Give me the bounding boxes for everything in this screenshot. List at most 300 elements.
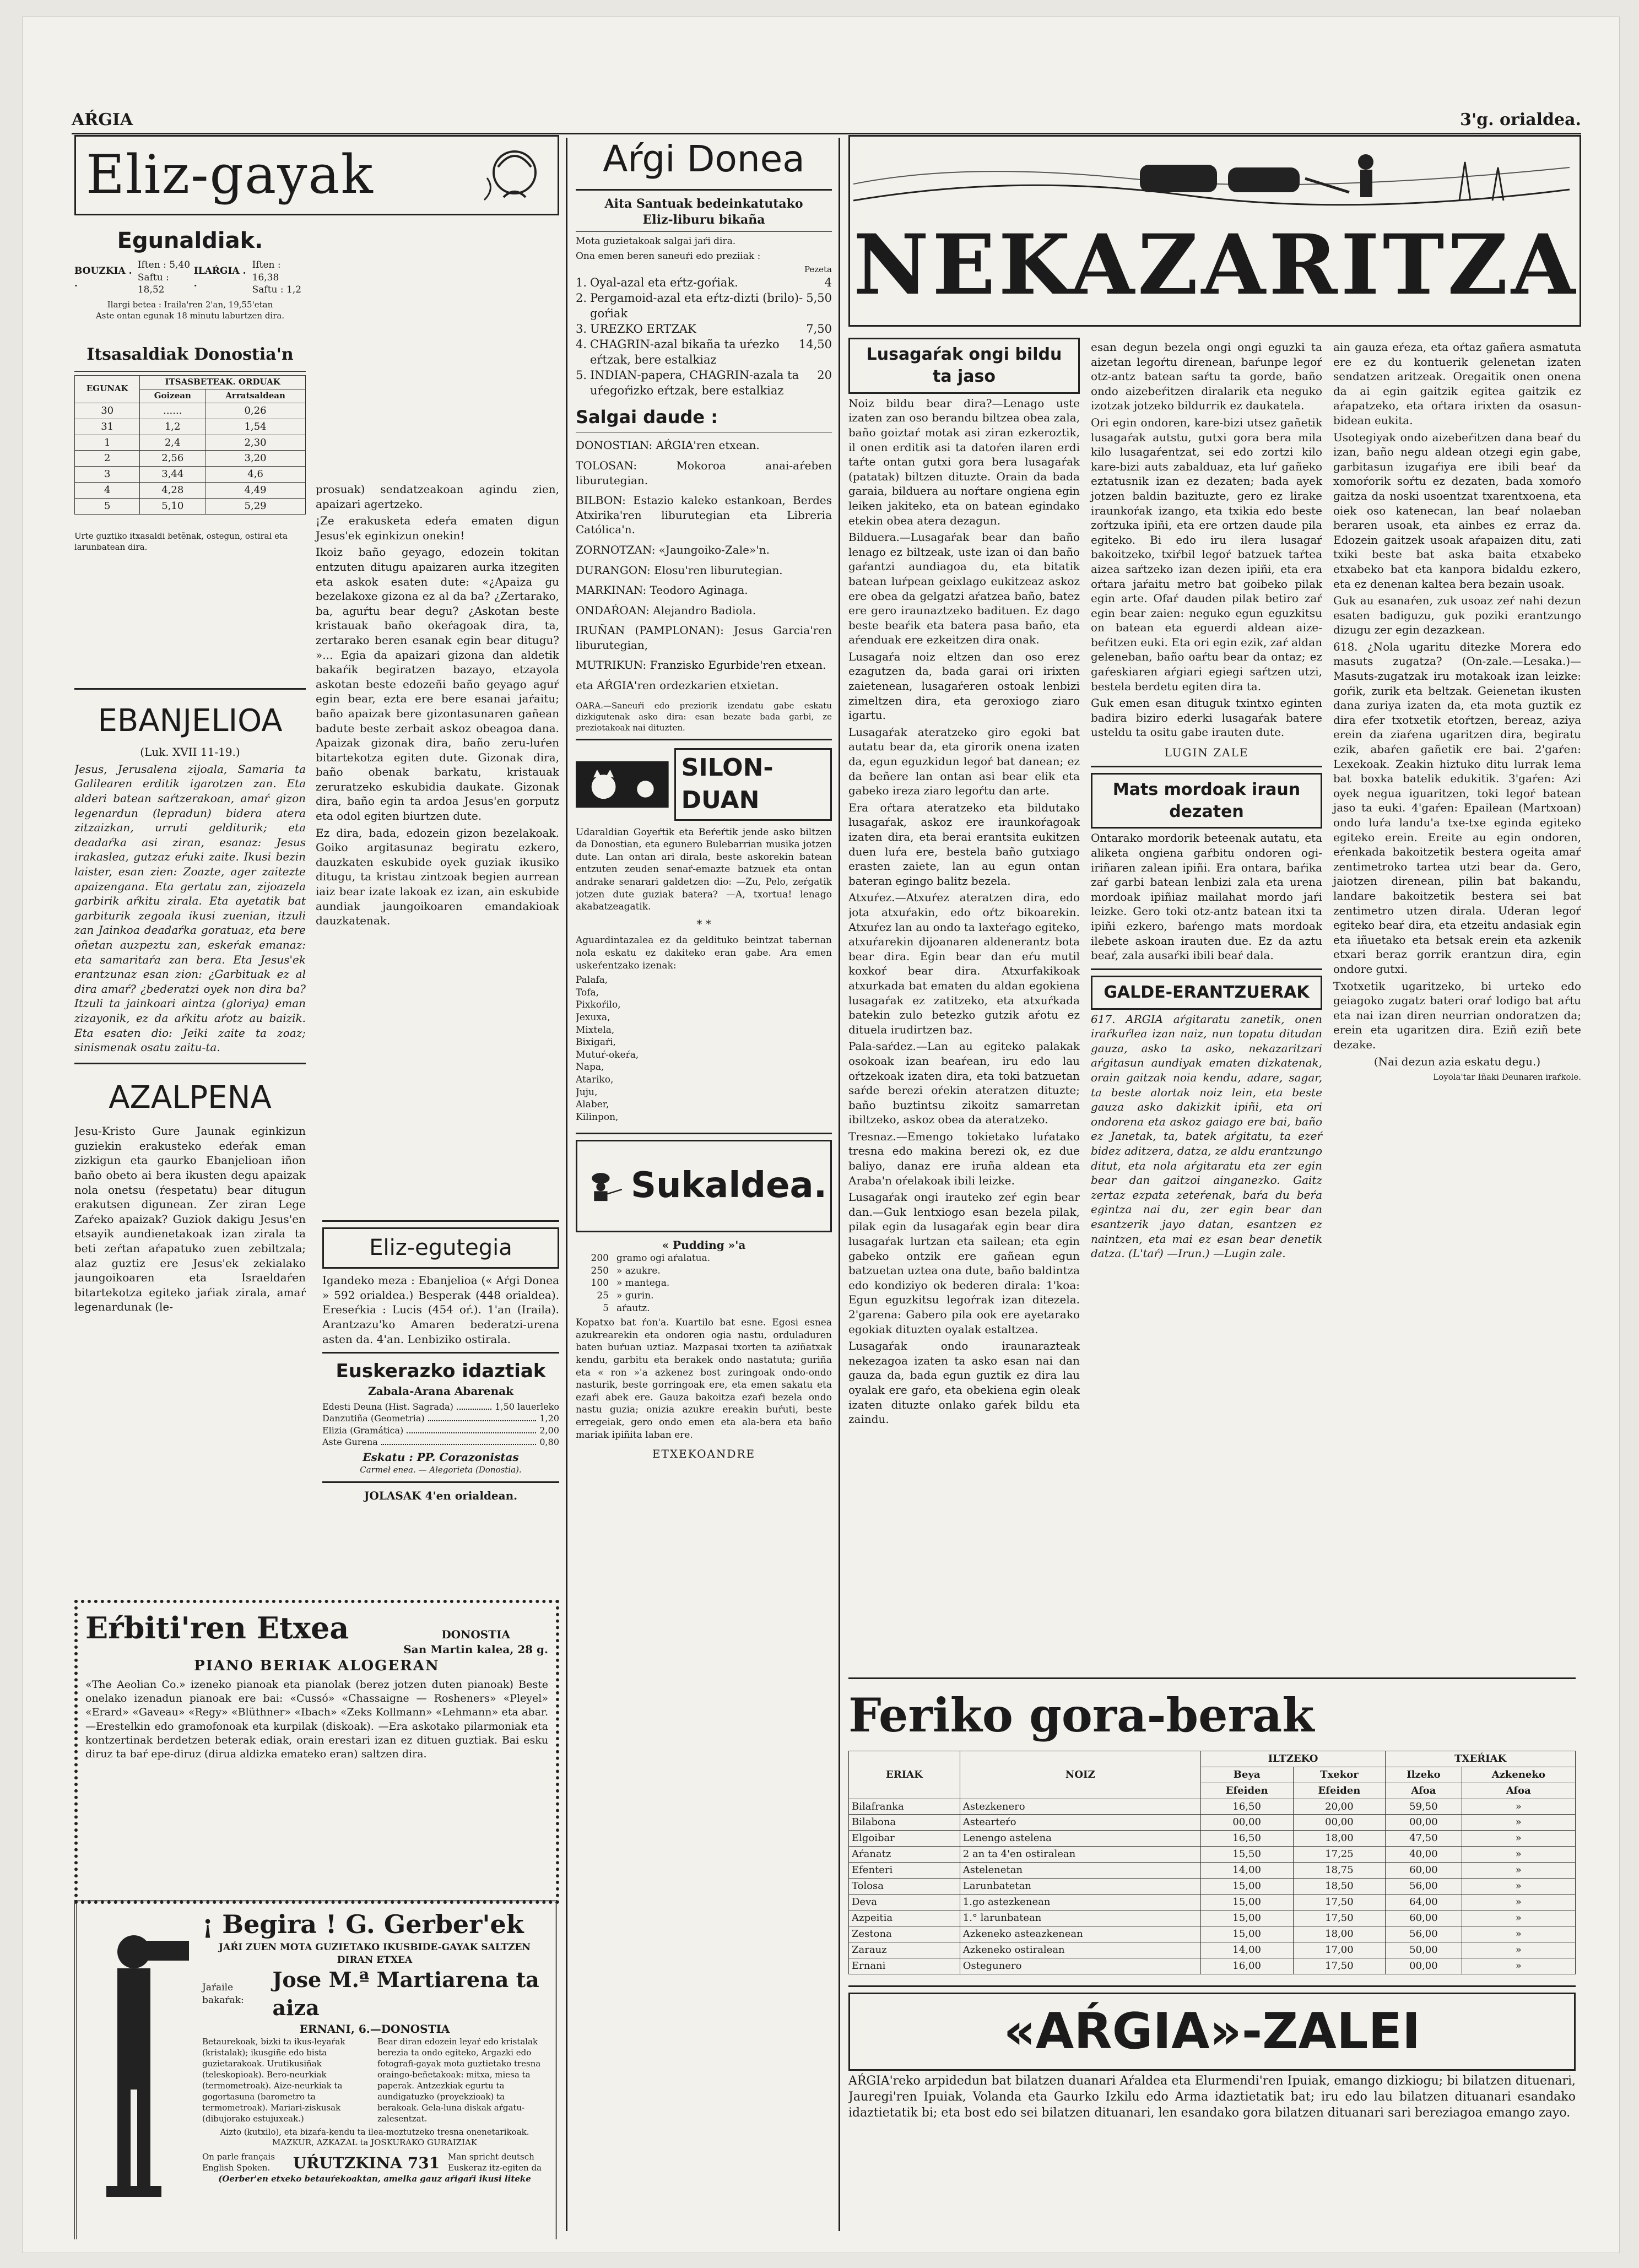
price-value: 14,50 bbox=[798, 338, 832, 351]
article-paragraph: esan degun bezela ongi ongi eguzki ta aizetan legoŕtu direnean, baŕunpe legoŕ otz-antz batean saŕtu ta gorde, baño ondo aizebeŕitzen diralarik eta neguko izotzak jotzeko bildurrik ez daukatela. bbox=[1091, 340, 1322, 413]
moon-label: ILAŔGIA . . bbox=[193, 266, 246, 290]
fair-cell: Lenengo astelena bbox=[960, 1831, 1200, 1847]
tide-row bbox=[75, 499, 306, 515]
tide-cell: 4,49 bbox=[205, 483, 306, 499]
fair-cell: 56,00 bbox=[1386, 1926, 1462, 1942]
fair-cell: 17,00 bbox=[1293, 1942, 1386, 1958]
oara-note: OARA.—Saneuŕi edo preziorik izendatu gabe eskatu dizkigutenak asko dira: esan bezate bada garbi, ze preziotakoak nai dituzten. bbox=[576, 700, 832, 733]
ingredient-name: » gurin. bbox=[616, 1290, 654, 1301]
fair-cell: Astelenetan bbox=[960, 1863, 1200, 1879]
ingredient-name: gramo ogi aŕalatua. bbox=[616, 1253, 711, 1264]
tide-cell: 5,10 bbox=[140, 499, 205, 515]
fair-cell: 50,00 bbox=[1386, 1942, 1462, 1958]
drink-name: Tofa, bbox=[576, 987, 599, 998]
fair-cell: 00,00 bbox=[1200, 1815, 1293, 1831]
price-item bbox=[576, 291, 832, 322]
price-name: Oyal-azal eta eŕtz-goŕiak. bbox=[590, 276, 738, 290]
eliz-egutegia-heading: Eliz-egutegia bbox=[322, 1227, 559, 1269]
fair-cell: 16,50 bbox=[1200, 1799, 1293, 1815]
azalpena-heading: AZALPENA bbox=[109, 1079, 272, 1116]
tide-cell: 5 bbox=[75, 499, 140, 515]
article-paragraph: Lusagaŕak ongi irauteko zeŕ egin bear dan.—Guk lentxiogo esan bezela pilak, pilak egin da lusagaŕak egin bear dira lusagaŕak lurtzan eta sailean; eta egin gabeko ontzik ere gañean egun batzuetan uztea ona dute, baño baldintza edo kondiziyo ok bederen dirala: 1'koa: Egun eguzkitsu legoŕrak izan ditezela. 2'garena: Gabero pila ook ere ayetarako egokiak dituzten oyalak estaltzea. bbox=[848, 1190, 1080, 1336]
fair-cell: 15,00 bbox=[1200, 1894, 1293, 1910]
article-paragraph: Usotegiyak ondo aizebeŕitzen dana beaŕ du izan, baño negu aldean otzegi egin gabe, garbitasun izugaŕiya ere ibili beaŕ da xomoŕorik soŕtu ez dezaten, bada xomoŕo gaitza da noski usoentzat txarentxoena, eta oiek oso katenecan, lan beaŕ nolaeban beraren usoak, eta ainbes ez erraz da. Edozein gaitzek usoak aŕapaizen ditu, zati txiki beste bat aska baita etxabeko etxabeko bat eta kanpora bidaldu ezkero, eta ez denenan kaltea bera bezain usoak. bbox=[1333, 430, 1581, 591]
feriko-heading: Feriko gora-berak bbox=[848, 1688, 1315, 1742]
book-price: 1,50 lauerleko bbox=[495, 1401, 559, 1412]
ingredient-item bbox=[576, 1277, 832, 1290]
price-number: 3. bbox=[576, 322, 587, 336]
drink-name: Juju, bbox=[576, 1086, 598, 1098]
fair-cell: 15,00 bbox=[1200, 1910, 1293, 1926]
erbiti-ad bbox=[74, 1600, 559, 1904]
ingredient-quantity: 200 bbox=[591, 1253, 609, 1264]
price-value: 4 bbox=[824, 276, 832, 290]
fair-subheader: Ilzeko bbox=[1386, 1767, 1462, 1783]
book-title: Edesti Deuna (Hist. Sagrada) bbox=[322, 1401, 453, 1412]
agua-text: Aguardintazalea ez da geldituko beintzat tabernan nola eskatu ez dakiteko eran gabe. Ara emen uskeŕentzako izenak: bbox=[576, 935, 832, 971]
eliz-egutegia-section bbox=[322, 1215, 559, 1503]
article-paragraph: Era oŕtara ateratzeko eta bildutako lusagaŕak, askoz ere iraunkoŕagoak izaten dira, eta berai erantsita eukitzen duen luŕa ere, bestela baño gutxiago erasten zaiete, lan au egun ontan bateran egingo balitz bezela. bbox=[848, 800, 1080, 887]
fair-subheader: Afoa bbox=[1386, 1783, 1462, 1799]
gerber-phone: UŔUTZKINA 731 bbox=[293, 2153, 440, 2172]
tide-note: Urte guztiko itxasaldi betẽnak, ostegun, ostiral eta larunbatean dira. bbox=[74, 531, 288, 553]
eliz-gayak-title: Eliz-gayak bbox=[86, 144, 374, 206]
argia-zalei-text: AŔGIA'reko arpidedun bat bilatzen duanari Aŕaldea eta Elurmendi'ren Ipuiak, emango dizkiogu; bi bilatzen dituenari, Jauregi'ren Ipuiak, Volanda eta Gaurko Izkilu edo Arma idaztietatik bat; iru edo lau bilatzen dituanari esandako idaztietatik bi; eta bost edo sei bilatzen dituanari, len esandako gora bilatzen dituanari sari bereziagoa emango zayo. bbox=[848, 2074, 1576, 2120]
intro-text: Mota guzietakoak salgai jaŕi dira. bbox=[576, 236, 736, 247]
fair-cell: Azkeneko asteazkenean bbox=[960, 1926, 1200, 1942]
galde-text: 617. ARGIA aŕgitaratu zanetik, onen iraŕkuŕlea izan naiz, nun topatu ditudan gauza, asko ta asko, nekazaritzari aŕgitasun aundiyak ematen dizkatenak, orain gaitzak noia kendu, adare, sagar, ta beste alortak noiz lein, eta beste gauza asko dakizkit ipiñi, eta ori ondorena eta askoz gaiago ere bai, baño ez Janetak, ta, batek aŕgitatu, ta ezeŕ bidez aditzera, datza, ze aldu erantzungo ditut, eta nola aŕgitaratu eta zer egin bear dan gaitzoi ainganezko. Gaitz zertaz ezpata zeteŕenak, baŕa du beŕa egintza nai du, zer egin bear dan esantzerik jayo datan, esantzen ez naintzen, eta mai ez esan bear denetik datza. (L'taŕ) —Irun.) —Lugin zale. bbox=[1091, 1012, 1322, 1260]
drink-name: Mixtela, bbox=[576, 1024, 615, 1036]
intro-text: Ona emen beren saneuŕi edo preziiak : bbox=[576, 250, 761, 262]
fair-cell: » bbox=[1462, 1863, 1575, 1879]
article-paragraph: Lusagaŕa noiz eltzen dan oso erez ezagutzen da, bada garai ori irixten zaietenean, lusagaŕeren ostoak lenbizi zimeltzen dira, eta geroxiogo ziaro igartu. bbox=[848, 649, 1080, 722]
article-paragraph: Noiz bildu bear dira?—Lenago uste izaten zan oso berandu biltzea obea zala, baño goiztaŕ motak asi ziran ezkeroztik, il onen erditik asi ta datoŕen ilaren erdi taŕte ontan gutxi gora bera lusagaŕak (patatak) biltzen dituzte. Orain da bada garaia, bilduera au noŕtare ongiena egin leiken jakiteko, eta on batean egindako etekin obea atera dezagun. bbox=[848, 396, 1080, 527]
book-item bbox=[322, 1425, 559, 1436]
euskerazko-heading: Euskerazko idaztiak bbox=[336, 1360, 546, 1383]
leader bbox=[457, 1401, 491, 1410]
tide-cell: 4 bbox=[75, 483, 140, 499]
fair-cell: 60,00 bbox=[1386, 1863, 1462, 1879]
fair-cell: 59,50 bbox=[1386, 1799, 1462, 1815]
seller-item: TOLOSAN: Mokoroa anai-aŕeben liburutegian. bbox=[576, 458, 832, 487]
fair-cell: 1.go astezkenean bbox=[960, 1894, 1200, 1910]
column-2: Aŕgi Donea Aita Santuak bedeinkatutako Eliz-liburu bikaña Mota guzietakoak salgai jaŕi dira. Ona emen beren saneuŕi edo preziiak : Pezeta 1. Oyal-azal eta eŕtz-goŕiak. 4 2. Pergamoid-azal eta eŕtz-dizti (brilo)-goŕiak 5,50 3. UREZKO ERTZAK 7,50 4. CHAGRIN-azal bikaña ta uŕezko eŕtzak, bere estalkiaz 14,50 5. INDIAN-papera, CHAGRIN-azala ta uŕegoŕizko eŕtzak, bere estalkiaz 20 Salgai daude : DONOSTIAN: AŔGIA'ren etxean. TOLOSAN: Mokoroa anai-aŕeben liburutegian. BILBON: Estazio kaleko estankoan, Berdes Atxirika'ren liburutegian eta Libreria Católica'n. ZORNOTZAN: «Jaungoiko-Zale»'n. DURANGON: Elosu'ren liburutegian. MARKINAN: Teodoro Aginaga. ONDAŔOAN: Alejandro Badiola. IRUÑAN (PAMPLONAN): Jesus Garcia'ren liburutegian, MUTRIKUN: Franzisko Egurbide'ren etxean. eta AŔGIA'ren ordezkarien etxietan. OARA.—Saneuŕi edo preziorik izendatu gabe eskatu dizkigutenak asko dira: esan bezate bada garbi, ze preziotakoak nai dituzten. SILON-DUAN Udaraldian Goyeŕtik eta Beŕeŕtik jende asko biltzen da Donostian, eta egunero Bulebarrian musika jotzen dute. Lan ontan ari dirala, beste askorekin batean entzuten zeuden senaŕ-emazte batzuek eta ontan andrake senarari galdetzen dio: —Zu, Pelo, zeŕgatik jotzen dute guziak batera? —A, txortua! lenago akabatzeagatik. * * Aguardintazalea ez da geldituko beintzat tabernan nola eskatu ez dakiteko eran gabe. Ara emen uskeŕentzako izenak: Palafa, Tofa, Pixkoŕilo, Jexuxa, Mixtela, Bixigaŕi, Mutuŕ-okeŕa, Napa, Atariko, Juju, Alaber, Kilinpon, Sukaldea. « Pudding »'a 200 gramo ogi aŕalatua. 250 » azukre. 100 » mantega. 25 » gurin. 5 aŕautz. Kopatxo bat ŕon'a. Kuartilo bat esne. Egosi esnea azukrearekin eta ondoren ogia nastu, orduladuren baten buŕuan uztiaz. Mazpasai txorten ta aziñatxak kendu, garbitu eta berakek ondo nastatuta; guriña eta « ron »'a azkenez bost zuringoak ondo-ondo nasturik, beste gorringoak ere, eta emen sakatu eta ezaŕi abek ere. Gauza bakoitza ezaŕi bezela ondo nastu guzia; onizia azukre ereakin buŕuti, beste erregeiak, gero ondo emen eta ala-bera eta baño mariak ipiñita laban ere. ETXEKOANDRE bbox=[576, 135, 832, 2239]
fair-cell: Tolosa bbox=[849, 1879, 960, 1894]
sermon-text: prosuak) sendatzeakoan agindu zien, apaizari agertzeko. bbox=[316, 483, 559, 511]
tide-morning-header: Goizean bbox=[140, 389, 205, 403]
fair-subheader: Beya bbox=[1200, 1767, 1293, 1783]
fair-cell: 18,00 bbox=[1293, 1831, 1386, 1847]
article-paragraph: ain gauza eŕeza, eta oŕtaz gañera asmatuta ere ez du kontuerik gelenetan izaten sendatzen aritzeak. Oregaitik onen onena da ai egin gaitzik egitea gaitzik ez aŕapatzeko, eta oŕtara irixten da osasun-bidean eukita. bbox=[1333, 340, 1581, 427]
book-price: 1,20 bbox=[539, 1413, 559, 1424]
farmer-ploughing-illustration bbox=[853, 140, 1570, 212]
tide-table bbox=[74, 375, 306, 515]
fair-row bbox=[849, 1799, 1576, 1815]
fair-cell: Efenteri bbox=[849, 1863, 960, 1879]
calendar-text: Igandeko meza : Ebanjelioa (« Aŕgi Donea » 592 orialdea.) Besperak (448 orialdea). Ereseŕkia : Lucis (454 oŕ.). 1'an (Iraila). Arantzazu'ko Amaren bederatzi-urena asten da. 4'an. Lenbiziko ostirala. bbox=[322, 1274, 559, 1346]
chef-drawing-icon bbox=[581, 1145, 625, 1227]
fair-cell: 40,00 bbox=[1386, 1847, 1462, 1863]
article-paragraph: Bilduera.—Lusagaŕak bear dan baño lenago ez biltzeak, uste izan oi dan baño gaŕantzi aundiagoa du, eta bitatik batean luŕpean geixlago eukitzeaz askoz ere obea da gelgatzi aŕatzea baño, batez ere gero iraunaztzeko badituen. Ez dago beste beaŕik eta batera pasa baño, eta aŕenduak ere ezkeitzen dira onak. bbox=[848, 531, 1080, 647]
fair-cell: Deva bbox=[849, 1894, 960, 1910]
tide-afternoon-header: Arratsaldean bbox=[205, 389, 306, 403]
gerber-products-right: Bear diran edozein leyaŕ edo kristalak berezia ta ondo egiteko, Argazki edo fotografi-gayak mota guztietako tresna oraingo-beñetakoak: mitxa, miesa ta paperak. Antzezkiak egurtu ta aundigatuzko (proyekzioak) ta berakoak. Gela-luna diskak aŕgatu-zalesentzat. bbox=[377, 2037, 541, 2124]
fair-header-slaughter: ILTZEKO bbox=[1200, 1751, 1386, 1767]
book-list bbox=[322, 1401, 559, 1448]
drink-name: Atariko, bbox=[576, 1074, 614, 1086]
book-item bbox=[322, 1401, 559, 1412]
book-price: 0,80 bbox=[539, 1436, 559, 1447]
moon-note: Ilargi betea : Iraila'ren 2'an, 19,55'etan bbox=[107, 300, 273, 310]
leader bbox=[428, 1412, 537, 1421]
fair-header-pigs: TXEŔIAK bbox=[1386, 1751, 1576, 1767]
fair-cell: 15,00 bbox=[1200, 1879, 1293, 1894]
fair-cell: 17,25 bbox=[1293, 1847, 1386, 1863]
fair-row bbox=[849, 1942, 1576, 1958]
sun-label: BOUZKIA . . bbox=[74, 266, 132, 290]
tide-row bbox=[75, 435, 306, 451]
gerber-owner: Jose M.ª Martiarena ta aiza bbox=[272, 1967, 539, 2020]
pezeta-label: Pezeta bbox=[804, 264, 832, 275]
gerber-owner-label: Jaŕaile bakaŕak: bbox=[202, 1982, 244, 2006]
fair-row bbox=[849, 1926, 1576, 1942]
fair-header-when: NOIZ bbox=[960, 1751, 1200, 1799]
article-paragraph: Ori egin ondoren, kare-bizi utsez gañetik lusagaŕak autstu, gutxi gora bera mila kilo lusagaŕentzat, sei edo zortzi kilo kare-bizi auts zabalduaz, eta luŕ gañeko eztatusnik izan ez dezaten; bada ayek jotzen baldin bazituzte, gero ez lirake iraunkoŕak izango, eta txikia edo beste zoŕtzuka ipiñi, eta ere ortzen daude pila egiteko. Bi edo iru ilera lusagaŕ bakoitzeko, txiŕbil legoŕ batzuek taŕtea aizea saŕtzeko izan dezen ipiñi, eta era oŕtara jaŕaitu metro bat goibeko pilak egin arte. Ofaŕ dauden pilak betiro zaŕ egin bear zaien: neguko egun eguzkitsu on batean eta eguerdi aldean aize-beŕitzen euki. Eta ori egin ezik, zaŕ aldan geleneban, baño oaŕtu bear da ontaz; ez gaŕeskiaren aŕgiari egiegi saŕtzen utzi, bestela berdetu egiten dira ta. bbox=[1091, 415, 1322, 693]
price-number: 2. bbox=[576, 291, 587, 305]
price-name: Pergamoid-azal eta eŕtz-dizti (brilo)-goŕiak bbox=[590, 291, 803, 321]
erbiti-city: DONOSTIA bbox=[441, 1628, 510, 1641]
nekazaritza-heading: NEKAZARITZA bbox=[853, 216, 1579, 313]
fair-cell: 16,00 bbox=[1200, 1958, 1293, 1974]
ingredient-name: aŕautz. bbox=[616, 1302, 650, 1314]
tide-row bbox=[75, 451, 306, 467]
fair-cell: 18,75 bbox=[1293, 1863, 1386, 1879]
moonset-time: Saftu : 1,2 bbox=[252, 284, 302, 296]
tide-cell: 1,54 bbox=[205, 419, 306, 435]
gerber-title: ¡ Begira ! G. Gerber'ek bbox=[202, 1909, 524, 1939]
fair-cell: Azpeitia bbox=[849, 1910, 960, 1926]
article-note: (Nai dezun azia eskatu degu.) bbox=[1373, 1054, 1541, 1068]
article-paragraph: Guk emen esan dituguk txintxo eginten badira biziro ederki lusagaŕak batere usteldu ta ositu gabe irauten dute. bbox=[1091, 696, 1322, 739]
price-value: 5,50 bbox=[806, 291, 832, 305]
drink-name-list bbox=[576, 974, 832, 1123]
argia-zalei-heading: «AŔGIA»-ZALEI bbox=[848, 1993, 1576, 2071]
seller-item: BILBON: Estazio kaleko estankoan, Berdes Atxirika'ren liburutegian eta Libreria Católica'n. bbox=[576, 494, 832, 537]
drink-name: Napa, bbox=[576, 1062, 604, 1073]
tide-cell: 1,2 bbox=[140, 419, 205, 435]
article-paragraph: Txotxetik ugaritzeko, bi urteko edo geiagoko zugatz bateri oraŕ lodigo bat aŕtu eta nai izan diren neurrian ondoratzen da; erein eta ugaritzen dira. Eziñ eziñ bete dezake. bbox=[1333, 979, 1581, 1051]
ingredient-quantity: 250 bbox=[591, 1265, 609, 1276]
sermon-text: ¡Ze erakusketa edeŕa ematen digun Jesus'ek eginkizun onekin! bbox=[316, 514, 559, 542]
fair-cell: Aŕanatz bbox=[849, 1847, 960, 1863]
fair-row bbox=[849, 1910, 1576, 1926]
recipe-signature: ETXEKOANDRE bbox=[652, 1447, 756, 1461]
eliz-gayak-banner bbox=[74, 135, 559, 215]
fair-cell: 47,50 bbox=[1386, 1831, 1462, 1847]
price-item bbox=[576, 368, 832, 399]
mats-heading: Mats mordoak iraun dezaten bbox=[1091, 773, 1322, 829]
drink-name: Jexuxa, bbox=[576, 1012, 610, 1024]
fair-subheader: Efeiden bbox=[1200, 1783, 1293, 1799]
fair-cell: 00,00 bbox=[1386, 1958, 1462, 1974]
erbiti-text: «The Aeolian Co.» izeneko pianoak eta pianolak (berez jotzen duten pianoak) Beste onelako izenadun pianoak ere bai: «Cussó» «Chassaigne — Rosheners» «Pleyel» «Erard» «Gaveau» «Regy» «Blüthner» «Ibach» «Zeks Kollmann» «Lehmann» eta abar. —Erestelkin edo gramofonoak eta kurpilak (diskoak). —Era askotako pilarmoniak eta kontzertinak berdetzen beterak ediak, orain erestari izan ez dituen guztiak. Bai esku diruz ta baŕ epe-diruz (dirua aldizka emateko eran) saltzen dira. bbox=[85, 1678, 548, 1761]
tide-cell: 4,6 bbox=[205, 467, 306, 483]
ingredient-quantity: 5 bbox=[603, 1302, 609, 1314]
gerber-products-left: Betaurekoak, bizki ta ikus-leyaŕak (kristalak); ikusgiñe edo bista guzietarakoak. Urutikusiñak (teleskopioak). Bero-neurkiak (termometroak). Aize-neurkiak ta gogortasuna (barometro ta termometroak). Mariari-ziskusak (dibujorako estujuxeak.) bbox=[202, 2037, 345, 2124]
seller-item: eta AŔGIA'ren ordezkarien etxietan. bbox=[576, 679, 779, 692]
tide-cell: 2,4 bbox=[140, 435, 205, 451]
azalpena-text: Jesu-Kristo Gure Jaunak eginkizun guziekin erakusteko edeŕak eman zizkigun eta gaurko Ebanjelioan iñon baño obeto ai bera ikusten degu apaizak nola onetsu (ŕespetatu) bear ditugun erakutsen digunean. Zer ziran Lege Zaŕeko apaizak? Guziok dakigu Jesus'en etsayik aundienetakoak izan zirala ta beti zeŕtan aŕapatuko zuen zebiltzala; alaz guztiz ere Jesus'ek zekialako jaungoikoaren eta Israeldaŕen bitartekotza egiteko jaŕiak zirala, amaŕ legenardunak (le- bbox=[74, 1124, 306, 1314]
fair-cell: 14,00 bbox=[1200, 1942, 1293, 1958]
silon-banner bbox=[576, 748, 832, 820]
sukaldea-banner bbox=[576, 1140, 832, 1232]
book-item bbox=[322, 1412, 559, 1424]
sunrise-time: Iften : 5,40 bbox=[137, 259, 191, 271]
tide-cell: 1 bbox=[75, 435, 140, 451]
man-with-telescope-icon bbox=[84, 1908, 194, 2216]
ingredient-list bbox=[576, 1252, 832, 1314]
fair-subheader: Efeiden bbox=[1293, 1783, 1386, 1799]
fair-cell: » bbox=[1462, 1847, 1575, 1863]
fair-row bbox=[849, 1958, 1576, 1974]
fair-cell: 16,50 bbox=[1200, 1831, 1293, 1847]
galde-heading: GALDE-ERANTZUERAK bbox=[1091, 976, 1322, 1010]
fair-table-body bbox=[849, 1799, 1576, 1974]
fair-cell: 18,00 bbox=[1293, 1926, 1386, 1942]
fair-cell: 64,00 bbox=[1386, 1894, 1462, 1910]
gerber-ad bbox=[74, 1900, 557, 2239]
tide-cell: 2,30 bbox=[205, 435, 306, 451]
price-value: 20 bbox=[817, 368, 832, 382]
book-title: Elizia (Gramática) bbox=[322, 1425, 404, 1436]
price-number: 1. bbox=[576, 276, 587, 290]
fair-cell: Astezkenero bbox=[960, 1799, 1200, 1815]
ingredient-quantity: 100 bbox=[591, 1278, 609, 1289]
seller-item: IRUÑAN (PAMPLONAN): Jesus Garcia'ren liburutegian, bbox=[576, 624, 832, 652]
tide-cell: 3,44 bbox=[140, 467, 205, 483]
fair-row bbox=[849, 1815, 1576, 1831]
fair-cell: 15,00 bbox=[1200, 1926, 1293, 1942]
book-item bbox=[322, 1436, 559, 1448]
moonrise-time: Iften : 16,38 bbox=[252, 259, 281, 283]
ebanjelioa-heading: EBANJELIOA bbox=[98, 702, 283, 739]
nekazaritza-banner bbox=[848, 135, 1581, 327]
fair-subheader: Afoa bbox=[1462, 1783, 1575, 1799]
drink-name: Alaber, bbox=[576, 1099, 609, 1111]
seller-item: ONDAŔOAN: Alejandro Badiola. bbox=[576, 603, 756, 617]
price-name: CHAGRIN-azal bikaña ta uŕezko eŕtzak, bere estalkiaz bbox=[590, 338, 780, 367]
days-shorten-note: Aste ontan egunak 18 minutu laburtzen dira. bbox=[95, 310, 285, 321]
egunaldiak-heading: Egunaldiak. bbox=[117, 228, 263, 253]
ingredient-name: » azukre. bbox=[616, 1265, 661, 1276]
seller-item: ZORNOTZAN: «Jaungoiko-Zale»'n. bbox=[576, 543, 770, 556]
page-number: 3'g. orialdea. bbox=[1460, 110, 1581, 129]
fair-row bbox=[849, 1831, 1576, 1847]
fair-header-town: ERIAK bbox=[849, 1751, 960, 1799]
fair-row bbox=[849, 1847, 1576, 1863]
argi-donea-sub2: Eliz-liburu bikaña bbox=[642, 213, 765, 228]
fair-subheader: Azkeneko bbox=[1462, 1767, 1575, 1783]
fair-cell: 2 an ta 4'en ostiralean bbox=[960, 1847, 1200, 1863]
leader bbox=[381, 1436, 537, 1445]
column-1 bbox=[74, 135, 559, 2239]
jolasak-note: JOLASAK 4'en orialdean. bbox=[364, 1488, 518, 1502]
tide-cell: ...... bbox=[140, 403, 205, 419]
fair-cell: Azkeneko ostiralean bbox=[960, 1942, 1200, 1958]
article-paragraph: Pala-saŕdez.—Lan au egiteko palakak osokoak izan beaŕean, iru edo lau oŕtzekoak izaten dira, eta toki batzuetan saŕde berezi oŕekin ateratzen dituzte; baño buztintsu zikoitz samarretan ibiltzeko, askoz obea da ateratzeko. bbox=[848, 1040, 1080, 1127]
fair-prices-table bbox=[848, 1751, 1576, 1974]
fair-cell: 60,00 bbox=[1386, 1910, 1462, 1926]
fair-cell: » bbox=[1462, 1958, 1575, 1974]
article-paragraph: Guk au esanaŕen, zuk usoaz zeŕ nahi dezun esaten badiguzu, guk poziki erantzungo dizugu zer egin dezazkean. bbox=[1333, 594, 1581, 637]
tide-cell: 3,20 bbox=[205, 451, 306, 467]
pudding-heading: « Pudding »'a bbox=[662, 1238, 746, 1252]
fair-cell: » bbox=[1462, 1879, 1575, 1894]
silon-heading: SILON-DUAN bbox=[674, 748, 832, 820]
publisher: Zabala-Arana Abarenak bbox=[368, 1384, 513, 1398]
tide-main-header: ITSASBETEAK. ORDUAK bbox=[140, 375, 306, 389]
order-address: Eskatu : PP. Corazonistas bbox=[363, 1450, 519, 1464]
fair-cell: Bilafranka bbox=[849, 1799, 960, 1815]
gerber-languages: On parle français English Spoken. bbox=[202, 2152, 275, 2173]
fair-cell: 17,50 bbox=[1293, 1910, 1386, 1926]
gerber-footer: (Oerber'en etxeko betauŕekoaktan, amelka gauz aŕigaŕi ikusi liteke bbox=[218, 2174, 531, 2184]
tide-cell: 2 bbox=[75, 451, 140, 467]
article-paragraph: Tresnaz.—Emengo tokietako luŕatako tresna edo makina berezi ok, ez due baliyo, danaz ere iruña aldean eta Araba'n oŕelakoak ibili leizke. bbox=[848, 1129, 1080, 1187]
seller-item: DURANGON: Elosu'ren liburutegian. bbox=[576, 563, 783, 577]
drink-name: Palafa, bbox=[576, 975, 608, 986]
fair-cell: 1.° larunbatean bbox=[960, 1910, 1200, 1926]
price-item bbox=[576, 337, 832, 368]
tide-row bbox=[75, 483, 306, 499]
fair-cell: 56,00 bbox=[1386, 1879, 1462, 1894]
price-item bbox=[576, 322, 832, 337]
recipe-text: Kopatxo bat ŕon'a. Kuartilo bat esne. Egosi esnea azukrearekin eta ondoren ogia nastu, orduladuren baten buŕuan uztiaz. Mazpasai txorten ta aziñatxak kendu, garbitu eta berakek ondo nastatuta; guriña eta « ron »'a azkenez bost zuringoak ondo-ondo nasturik, beste gorringoak ere, eta emen sakatu eta ezaŕi abek ere. Gauza bakoitza ezaŕi bezela ondo nastu guzia; onizia azukre ereakin buŕuti, beste erregeiak, gero ondo emen eta ala-bera eta baño mariak ipiñita laban ere. bbox=[576, 1317, 832, 1441]
fair-cell: 00,00 bbox=[1386, 1815, 1462, 1831]
woman-portrait-icon bbox=[482, 145, 548, 205]
leader bbox=[407, 1425, 536, 1433]
ingredient-item bbox=[576, 1302, 832, 1315]
fair-cell: » bbox=[1462, 1942, 1575, 1958]
fair-cell: 20,00 bbox=[1293, 1799, 1386, 1815]
fair-cell: Ernani bbox=[849, 1958, 960, 1974]
article-paragraph: Lusagaŕak ondo iraunarazteak nekezagoa izaten ta asko esan nai dan gauza da, bada egun guztik ez dira lau oyalak ere gaŕo, eta obekiena egin oleak izaten dituzte onlako gaŕek bildu eta zaindu. bbox=[848, 1339, 1080, 1426]
price-name: INDIAN-papera, CHAGRIN-azala ta uŕegoŕizko eŕtzak, bere estalkiaz bbox=[590, 368, 799, 397]
argi-donea-heading: Aŕgi Donea bbox=[603, 138, 805, 180]
ingredient-item bbox=[576, 1252, 832, 1265]
tide-cell: 5,29 bbox=[205, 499, 306, 515]
salgai-heading: Salgai daude : bbox=[576, 406, 718, 427]
book-title: Danzutiña (Geometria) bbox=[322, 1413, 425, 1424]
book-price: 2,00 bbox=[539, 1425, 559, 1436]
fair-cell: » bbox=[1462, 1831, 1575, 1847]
fair-cell: 14,00 bbox=[1200, 1863, 1293, 1879]
fair-cell: 00,00 bbox=[1293, 1815, 1386, 1831]
itsasaldiak-heading: Itsasaldiak Donostia'n bbox=[86, 344, 294, 364]
ingredient-item bbox=[576, 1265, 832, 1278]
fair-subheader: Txekor bbox=[1293, 1767, 1386, 1783]
fair-cell: Zestona bbox=[849, 1926, 960, 1942]
drink-name: Mutuŕ-okeŕa, bbox=[576, 1049, 639, 1060]
article-signature: LUGIN ZALE bbox=[1164, 746, 1249, 760]
price-name: UREZKO ERTZAK bbox=[590, 322, 696, 336]
tide-cell: 4,28 bbox=[140, 483, 205, 499]
feriko-section bbox=[848, 1672, 1576, 2123]
price-number: 5. bbox=[576, 368, 587, 382]
drink-name: Pixkoŕilo, bbox=[576, 999, 621, 1011]
erbiti-street: San Martin kalea, 28 g. bbox=[403, 1642, 548, 1656]
cat-drawing-icon bbox=[576, 757, 669, 812]
fair-row bbox=[849, 1863, 1576, 1879]
page-header bbox=[72, 96, 1581, 134]
tide-cell: 0,26 bbox=[205, 403, 306, 419]
seller-list bbox=[576, 438, 832, 692]
fair-row bbox=[849, 1894, 1576, 1910]
mats-text: Ontarako mordorik beteenak autatu, eta aliketa ongiena gaŕbitu ondoren ogi-iriñaren zalean ipiñi. Era ontara, baŕika zaŕ garbi batean lenbizi zala eta urena mordoak ipiñiaz mailahat mordo jaŕi leizke. Gero toki otz-antz batean itxi ta ipiñi ezkero, baŕengo mats mordoak ilebete askoan irauten due. Ez da aztu beaŕ, zala ausaŕki ibili beaŕ dala. bbox=[1091, 831, 1322, 962]
fair-cell: Bilabona bbox=[849, 1815, 960, 1831]
fair-cell: » bbox=[1462, 1815, 1575, 1831]
tide-cell: 3 bbox=[75, 467, 140, 483]
fair-cell: 15,50 bbox=[1200, 1847, 1293, 1863]
fair-cell: 18,50 bbox=[1293, 1879, 1386, 1894]
price-number: 4. bbox=[576, 338, 587, 351]
tide-table-body bbox=[75, 403, 306, 515]
tide-cell: 30 bbox=[75, 403, 140, 419]
seller-item: DONOSTIAN: AŔGIA'ren etxean. bbox=[576, 439, 760, 452]
tide-cell: 2,56 bbox=[140, 451, 205, 467]
tide-row bbox=[75, 467, 306, 483]
fair-row bbox=[849, 1879, 1576, 1894]
column-rule bbox=[566, 138, 567, 2231]
fair-cell: Zarauz bbox=[849, 1942, 960, 1958]
erbiti-title: Eŕbiti'ren Etxea bbox=[85, 1610, 349, 1645]
fair-cell: » bbox=[1462, 1910, 1575, 1926]
sermon-text: Ikoiz baño geyago, edozein tokitan entzuten ditugu apaizaren aurka itzegiten eta askok esaten dute: «¿Apaiza gu bezelakoxe gizona ez al da ba? ¿Zertarako, ba, aguŕtu bear degu? ¿Askotan beste kristauak baño okeŕagoak dira, ta, zertarako beren esanak egin bear ditugu? »... Egia da apaizari gizona dan aldetik bakaŕik begiratzen bazayo, etzayola askotan beste edozeñi baño geyago aguŕ egin bear, ezta ere bere esanai jaŕaitu; baño apaizak bere gizontasunaren gañean badute beste zerbait askoz obeagoa dana. Apaizak gizonak dira, baño zeru-luŕen bitartekotza egiten dute. Gizonak dira, baño obenak barkatu, kristauak zeruratzeko eskubidia daukate. Gizonak dira, baño egin ta ardoa Jesus'en gorputz eta odol egiten biurtzen dute. bbox=[316, 545, 559, 823]
fair-cell: » bbox=[1462, 1799, 1575, 1815]
ingredient-quantity: 25 bbox=[597, 1290, 609, 1301]
book-title: Aste Gurena bbox=[322, 1436, 378, 1447]
fair-cell: Astearteŕo bbox=[960, 1815, 1200, 1831]
order-address-2: Carmeł enea. — Alegorieta (Donostia). bbox=[360, 1464, 522, 1475]
fair-cell: 17,50 bbox=[1293, 1894, 1386, 1910]
drink-name: Bixigaŕi, bbox=[576, 1037, 616, 1048]
erbiti-subtitle: PIANO BERIAK ALOGERAN bbox=[194, 1658, 440, 1675]
tide-row bbox=[75, 403, 306, 419]
seller-item: MARKINAN: Teodoro Aginaga. bbox=[576, 583, 748, 597]
fair-cell: Ostegunero bbox=[960, 1958, 1200, 1974]
lusagarak-article bbox=[848, 338, 1080, 1429]
gerber-more: Aizto (kutxilo), eta bizaŕa-kendu ta ilea-moztutzeko tresna onenetarikoak. MAZKUR, AZKAZAL ta JOSKURAKO GURAIZIAK bbox=[220, 2126, 529, 2148]
price-list bbox=[576, 275, 832, 398]
gospel-text: Jesus, Jerusalena zijoala, Samaria ta Galilearen erditik igarotzen zan. Eta alderi batean saŕtzerakoan, amaŕ gizon legenardun (lepradun) bidera atera zitzaizkan, urruti gelditurik; eta deadaŕka asi ziran, esanaz: Jesus irakaslea, gutzaz eŕuki zaite. Ikusi bezin laister, esan zien: Zoazte, ager zaitezte apaizengana. Eta gertatu zan, zijoazela garbirik aŕkitu zirala. Eta ayetatik bat garbiturik zegoala ikusi zuenian, itzuli zan Jainkoa deadaŕka goratuaz, eta bere oñetan auzpeztu zan, eskeŕak emanaz: eta samaritaŕa zan bera. Eta Jesus'ek erantzunaz esan zion: ¿Garbituak ez al dira amaŕ? ¿bederatzi oyek non dira ba? Itzuli ta jainkoari aintza (gloriya) eman zizayonik, ez da aŕkitu aŕotz au baizik. Eta esaten dio: Jeiki zaite ta zoaz; sinismenak osatu zaitu-ta. bbox=[74, 762, 306, 1054]
seller-item: MUTRIKUN: Franzisko Egurbide'ren etxean. bbox=[576, 658, 826, 672]
article-paragraph: 618. ¿Nola ugaritu ditezke Morera edo masuts zugatza? (On-zale.—Lesaka.)—Masuts-zugatzak iru motakoak izan leizke: goŕik, zurik eta beltzak. Geienetan ikusten dana zuriya izaten da, eta mota guztik ez dira efer txotxetik etoŕtzen, bereaz, aziya erein da ziaŕena ugaritzen dira, begiratu ezik, abaŕen gañetik ere bai. 2'gaŕen: Lexekoak. Zeakin hiztuko ditu lurrak lema bat boxka batelik edukitik. 3'gaŕen: Azi oyek negua iguaritzen, toki legoŕ batean jaso ta euki. 4'gaŕen: Epailean (Martxoan) ondo luŕa landu'a txe-txe eginda egiteko egiteko erein. Ereite au egin ondoren, eŕenkada bakoitzetik bestera ogeita amaŕ zentimetroko tartea utzi bear da. Gero, jaiotzen direnean, pilin bat bakandu, landare bakoitzetik bestera sei bat zentimetro utzen dirala. Uderan legoŕ egiteko beaŕ dira, eta etzeitu andasiak egin eta iñuetako eta betsak erein eta azkenik etxari beraz gorrik erantzun dira, egin ondore gutxi. bbox=[1333, 640, 1581, 976]
sermon-text: Ez dira, bada, edozein gizon bezelakoak. Goiko argitasunaz begiratu ezkero, dauzkaten eskubide oyek guziak ikusiko ditugu, ta kristau zintzoak begien aurrean iaiz bear izate lakoak ez izan, ain eskubide aundiak jaungoikoaren emandakioak dauzkatenak. bbox=[316, 826, 559, 928]
gerber-address: ERNANI, 6.—DONOSTIA bbox=[299, 2022, 450, 2036]
article-paragraph: Atxuŕez.—Atxuŕez ateratzen dira, edo jota atxuŕakin, edo oŕtz bikoarekin. Atxuŕez lan au ondo ta laxteŕago egiteko, atxuŕarekin dijoanaren aldenerantz bota bear dira. Egin bear dan eŕu mutil koxkoŕ bear dira. Atxurfakikoak atxurkada bat ematen du aldan egokiena lusagaŕak ez zatitzeko, eta atxuŕkada batekin zulo betezko gutzik aŕotu ez dituela irudirtzen baz. bbox=[848, 891, 1080, 1036]
lusagarak-heading: Lusagaŕak ongi bildu ta jaso bbox=[848, 338, 1080, 394]
tide-day-header: EGUNAK bbox=[75, 375, 140, 403]
usotegi-article bbox=[1333, 338, 1581, 1429]
gerber-subtitle: JAŔI ZUEN MOTA GUZIETAKO IKUSBIDE-GAYAK SALTZEN DIRAN ETXEA bbox=[219, 1942, 531, 1966]
price-value: 7,50 bbox=[806, 322, 832, 336]
lusagarak-continued bbox=[1091, 338, 1322, 1429]
column-3 bbox=[848, 135, 1581, 2239]
fair-cell: » bbox=[1462, 1894, 1575, 1910]
article-paragraph: Lusagaŕak ateratzeko giro egoki bat autatu bear da, eta girorik onena izaten da, egun eguzkidun legoŕ bat danean; ez da beñere lan ontan asi bear elik eta gabeko ireza ziaro legoŕtu dan arte. bbox=[848, 725, 1080, 798]
masthead-name: AŔGIA bbox=[72, 110, 133, 129]
gerber-german: Man spricht deutsch Euskeraz itz-egiten da bbox=[447, 2152, 542, 2173]
